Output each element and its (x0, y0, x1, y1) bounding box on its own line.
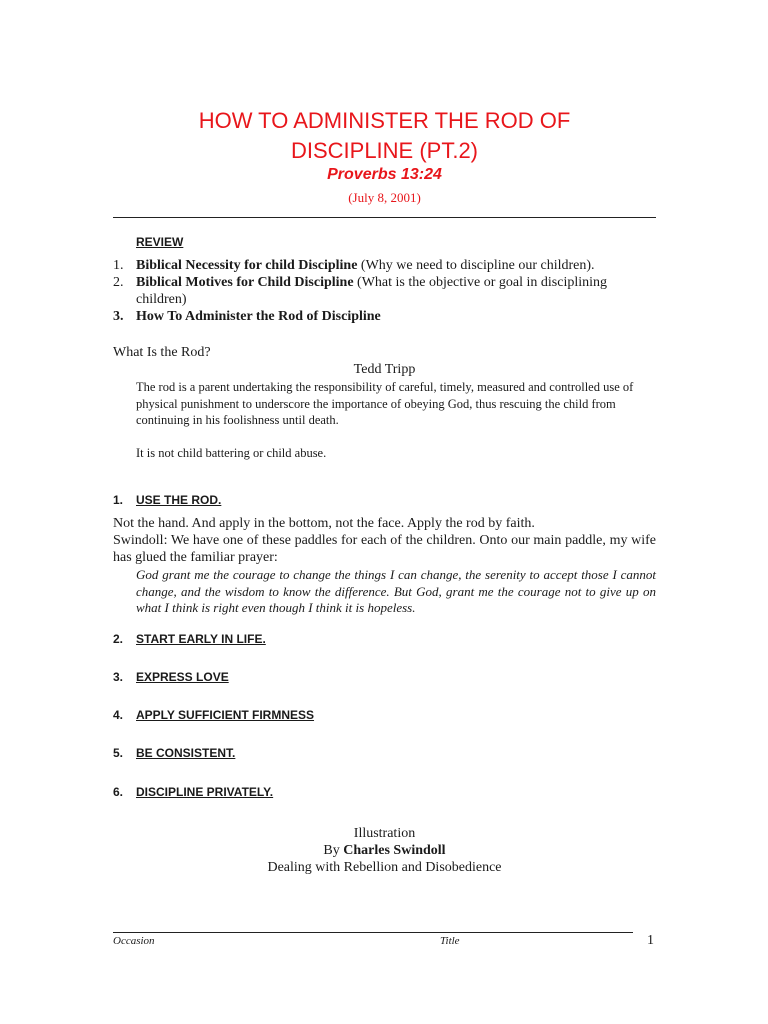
point-heading (113, 707, 314, 723)
illustration-heading: Illustration (353, 826, 416, 841)
point-number: 1. (113, 493, 124, 507)
paddle-prayer: God grant me the courage to change the things I can change, the serenity to accept those I cannot change, and the wisdom to know the difference. But God, grant me the courage not to give up on what I think is right even though I think it is hopeless. (136, 567, 656, 615)
page-number: 1 (647, 933, 654, 948)
use-rod-line-2: Swindoll: We have one of these paddles for each of the children. Onto our main paddle, my wife has glued the familiar prayer: (113, 533, 656, 565)
footer-occasion: Occasion (113, 935, 155, 947)
point-heading (113, 492, 221, 508)
review-item-title: How To Administer the Rod of Discipline (136, 309, 381, 324)
illustration-author: Charles Swindoll (343, 843, 446, 858)
point-number: 2. (113, 632, 124, 646)
use-rod-body (113, 515, 656, 566)
review-item-title: Biblical Motives for Child Discipline (136, 275, 354, 290)
title-line-2: DISCIPLINE (PT.2) (290, 138, 479, 163)
review-item (113, 274, 656, 308)
point-label: APPLY SUFFICIENT FIRMNESS (136, 708, 315, 722)
review-item-note: (Why we need to discipline our children). (357, 258, 595, 273)
point-heading (113, 631, 266, 647)
review-list (113, 257, 656, 325)
review-item (113, 308, 656, 325)
footer-divider (113, 932, 633, 933)
footer-title: Title (440, 935, 460, 947)
header-divider (113, 217, 656, 218)
illustration-topic: Dealing with Rebellion and Disobedience (267, 860, 502, 875)
review-item-number: 2. (113, 275, 124, 290)
point-number: 6. (113, 785, 124, 799)
review-item-note: (What is the objective or goal in disciplining children) (136, 275, 608, 307)
point-number: 4. (113, 708, 124, 722)
rod-definition-block (136, 379, 656, 461)
point-label: USE THE ROD. (136, 493, 222, 507)
sermon-date: (July 8, 2001) (348, 190, 421, 205)
title-line-1: HOW TO ADMINISTER THE ROD OF (198, 108, 571, 133)
point-heading (113, 745, 235, 761)
rod-question: What Is the Rod? (113, 345, 211, 360)
point-label: DISCIPLINE PRIVATELY. (136, 785, 274, 799)
review-item (113, 257, 656, 274)
review-heading: REVIEW (136, 235, 184, 249)
rod-clarification: It is not child battering or child abuse. (136, 445, 327, 460)
point-heading (113, 784, 273, 800)
scripture-reference: Proverbs 13:24 (327, 166, 442, 183)
point-label: START EARLY IN LIFE. (136, 632, 266, 646)
quote-attribution: Tedd Tripp (353, 362, 416, 377)
point-label: BE CONSISTENT. (136, 746, 236, 760)
review-item-title: Biblical Necessity for child Discipline (136, 258, 358, 273)
illustration-block (113, 825, 656, 876)
use-rod-line-1: Not the hand. And apply in the bottom, not the face. Apply the rod by faith. (113, 516, 535, 531)
review-item-number: 1. (113, 258, 124, 273)
rod-definition: The rod is a parent undertaking the responsibility of careful, timely, measured and controlled use of physical punishment to underscore the importance of obeying God, thus rescuing the child from continuing in his foolishness until death. (136, 380, 634, 427)
review-item-number: 3. (113, 309, 124, 324)
byline-prefix: By (323, 843, 344, 858)
point-heading (113, 669, 229, 685)
illustration-byline (113, 842, 656, 859)
point-number: 3. (113, 670, 124, 684)
point-number: 5. (113, 746, 124, 760)
point-label: EXPRESS LOVE (136, 670, 229, 684)
